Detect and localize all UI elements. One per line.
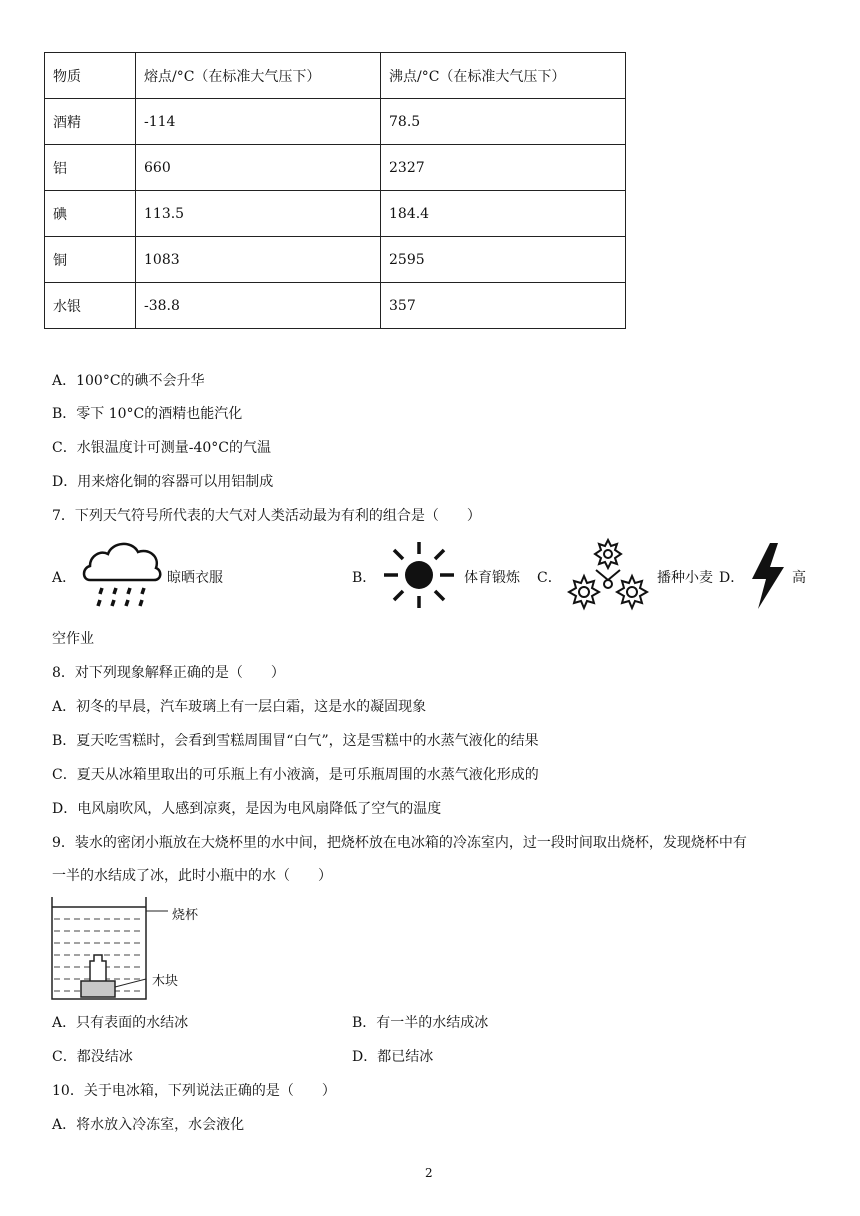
q9-stem-line1: 9．装水的密闭小瓶放在大烧杯里的水中间，把烧杯放在电冰箱的冷冻室内，过一段时间取出烧杯，发现烧杯中有: [52, 835, 747, 851]
table-row: [45, 145, 626, 191]
q7-option-b-text: 体育锻炼: [464, 570, 520, 586]
lightning-icon: [748, 541, 788, 611]
q9-option-b: B．有一半的水结成冰: [352, 1015, 489, 1031]
table-row: [45, 283, 626, 329]
q7-option-d-text: 高: [792, 570, 806, 586]
table-cell: 铝: [45, 145, 136, 191]
table-cell: 碘: [45, 191, 136, 237]
q9-option-d: D．都已结冰: [352, 1049, 434, 1065]
page-number: 2: [425, 1166, 433, 1180]
table-cell: 113.5: [136, 191, 381, 237]
table-cell: 184.4: [381, 191, 626, 237]
table-header-row: [45, 53, 626, 99]
table-cell: 2595: [381, 237, 626, 283]
q6-option-a: A．100°C的碘不会升华: [52, 373, 205, 389]
q7-option-c-text: 播种小麦: [657, 570, 713, 586]
q6-option-b: B．零下 10°C的酒精也能汽化: [52, 406, 243, 422]
table-cell: 1083: [136, 237, 381, 283]
table-cell: 357: [381, 283, 626, 329]
q9-option-a: A．只有表面的水结冰: [52, 1015, 189, 1031]
table-row: [45, 191, 626, 237]
table-cell: 水银: [45, 283, 136, 329]
q10-stem: 10．关于电冰箱，下列说法正确的是（ ）: [52, 1083, 336, 1099]
wood-block-label: 木块: [152, 974, 179, 989]
q7-option-a-label: A．: [52, 570, 77, 586]
q7-option-c-label: C．: [537, 570, 562, 586]
q9-stem-line2: 一半的水结成了冰，此时小瓶中的水（ ）: [52, 868, 332, 884]
table-row: [45, 237, 626, 283]
table-cell: -114: [136, 99, 381, 145]
table-row: [45, 99, 626, 145]
table-cell: 2327: [381, 145, 626, 191]
beaker-diagram: [50, 895, 230, 1005]
beaker-label: 烧杯: [172, 908, 199, 923]
q8-option-d: D．电风扇吹风，人感到凉爽，是因为电风扇降低了空气的温度: [52, 801, 442, 817]
q7-option-d-wrap: 空作业: [52, 631, 94, 647]
table-cell: -38.8: [136, 283, 381, 329]
q8-option-a: A．初冬的早晨，汽车玻璃上有一层白霜，这是水的凝固现象: [52, 699, 427, 715]
q6-option-d: D．用来熔化铜的容器可以用铝制成: [52, 474, 274, 490]
rain-cloud-icon: [80, 538, 164, 612]
q7-stem: 7．下列天气符号所代表的大气对人类活动最为有利的组合是（ ）: [52, 508, 481, 524]
table-cell: 酒精: [45, 99, 136, 145]
table-header-cell: 物质: [45, 53, 136, 99]
q10-option-a: A．将水放入冷冻室，水会液化: [52, 1117, 245, 1133]
q7-option-a-text: 晾晒衣服: [167, 570, 223, 586]
table-header-cell: 熔点/°C（在标准大气压下）: [136, 53, 381, 99]
q7-option-d-label: D．: [719, 570, 745, 586]
snowflake-cluster-icon: [562, 536, 654, 616]
table-cell: 铜: [45, 237, 136, 283]
q8-option-c: C．夏天从冰箱里取出的可乐瓶上有小液滴，是可乐瓶周围的水蒸气液化形成的: [52, 767, 539, 783]
table-header-cell: 沸点/°C（在标准大气压下）: [381, 53, 626, 99]
properties-table: [44, 52, 626, 329]
table-cell: 660: [136, 145, 381, 191]
q8-stem: 8．对下列现象解释正确的是（ ）: [52, 665, 285, 681]
q6-option-c: C．水银温度计可测量-40°C的气温: [52, 440, 271, 456]
q9-option-c: C．都没结冰: [52, 1049, 133, 1065]
table-cell: 78.5: [381, 99, 626, 145]
q7-option-b-label: B．: [352, 570, 377, 586]
q8-option-b: B．夏天吃雪糕时，会看到雪糕周围冒“白气”，这是雪糕中的水蒸气液化的结果: [52, 733, 539, 749]
sun-icon: [380, 540, 458, 610]
